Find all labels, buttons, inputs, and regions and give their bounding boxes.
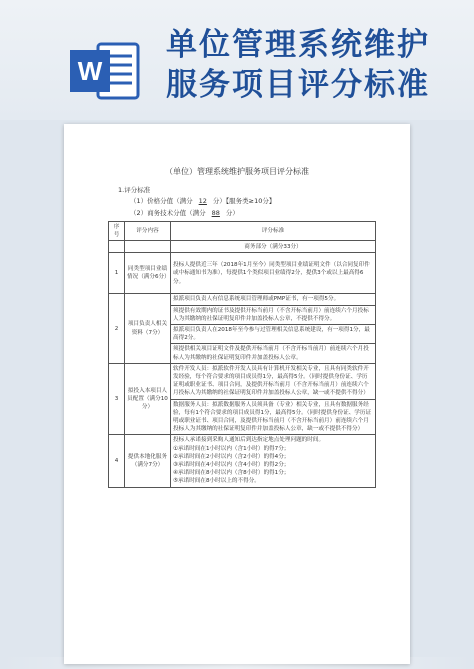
row-standard: 投标人提供近三年（2018年1月至今）同类型项目业绩证明文件（以合同复印件或中标通知书为准），每提供1个类似项目业绩得2分，提供3个或以上最高得6分。 bbox=[171, 253, 376, 294]
document-title: （单位）管理系统维护服务项目评分标准 bbox=[165, 167, 309, 176]
scoring-table bbox=[108, 221, 376, 488]
row-standard: 须提供有效期内的证书及提供开标当前月（不含开标当前月）前连续六个月投标人为其缴纳的社保证明复印件并加盖投标人公章，不提供不得分。 bbox=[171, 305, 376, 324]
row-content: 项目负责人相关资料（7分） bbox=[125, 294, 171, 363]
business-score-line bbox=[130, 208, 239, 217]
row-content: 提供本地化服务（满分7分） bbox=[125, 435, 171, 487]
price-score-prefix: （1）价格分值（满分 bbox=[130, 197, 193, 205]
banner-title-line2: 服务项目评分标准 bbox=[166, 67, 430, 103]
row-standard: 须提供相关项目证明文件及提供开标当前月（不含开标当前月）前连续六个月投标人为其缴纳的社保证明复印件并加盖投标人公章。 bbox=[171, 344, 376, 363]
row-number: 1 bbox=[109, 253, 125, 294]
table-row bbox=[109, 363, 376, 399]
category-cell-blank-1 bbox=[109, 241, 125, 253]
row-number: 2 bbox=[109, 294, 125, 363]
table-header-row bbox=[109, 222, 376, 241]
standard-line: ③承诺时间在4小时以内（含4小时）的得2分； bbox=[173, 462, 290, 469]
section-heading: 1.评分标准 bbox=[118, 186, 151, 194]
table-row bbox=[109, 253, 376, 294]
row-standard: 数据服务人员：拟派数据服务人员须具备（专业）相关专业，且具有数据服务经验，每有1个符合要求的项目成员得1分，最高得5分。（同时提供身份证、学历证明或职业证书、项目合同，及提供开标当前月（不含开标当前月）前连续六个月投标人为其缴纳的社保证明复印件并加盖投标人公章，缺一或不提供不得分） bbox=[171, 399, 376, 435]
header-no: 序号 bbox=[109, 222, 125, 241]
standard-line: ①承诺时间在1小时以内（含1小时）的得7分； bbox=[173, 445, 290, 452]
row-standard: 软件开发人员：拟派软件开发人员具有计算机开发相关专业，且具有同类软件开发经验，每个符合要求的项目成员得1分，最高得5分。（同时提供身份证、学历证明或职业证书、项目合同，及提供开标当前月（不含开标当前月）前连续六个月投标人为其缴纳的社保证明复印件并加盖投标人公章，缺一或不提供不得分） bbox=[171, 363, 376, 399]
standard-line: 投标人承诺接到采购人通知后到达指定地点处理问题的时间。 bbox=[173, 437, 325, 444]
table-row bbox=[109, 435, 376, 487]
row-standard: 拟派项目负责人在2018年至今参与过管理相关信息系统建设，有一项得1分，最高得2分。 bbox=[171, 325, 376, 344]
bottom-fade bbox=[0, 657, 474, 669]
price-score-suffix: 分）【服务类≥10分】 bbox=[212, 197, 276, 205]
row-content: 拟投入本项目人员配置（满分10分） bbox=[125, 363, 171, 435]
category-cell-blank-2 bbox=[125, 241, 171, 253]
document-page bbox=[64, 124, 410, 664]
row-content: 同类型项目业绩情况（满分6分） bbox=[125, 253, 171, 294]
price-score-value: 12 bbox=[198, 197, 207, 205]
word-document-icon bbox=[68, 42, 142, 100]
row-standard: 拟派项目负责人有信息系统项目管理师或PMP证书，有一项得5分。 bbox=[171, 294, 376, 305]
row-standard-list bbox=[171, 435, 376, 487]
price-score-line bbox=[130, 196, 275, 205]
table-row bbox=[109, 294, 376, 305]
row-number: 4 bbox=[109, 435, 125, 487]
business-score-prefix: （2）商务技术分值（满分 bbox=[130, 209, 206, 217]
row-number: 3 bbox=[109, 363, 125, 435]
standard-line: ④承诺时间在8小时以内（含8小时）的得1分； bbox=[173, 470, 290, 477]
business-score-suffix: 分） bbox=[225, 209, 239, 217]
word-logo-letter: W bbox=[77, 56, 103, 86]
business-score-value: 88 bbox=[211, 209, 220, 217]
header-standard: 评分标准 bbox=[171, 222, 376, 241]
standard-line: ⑤承诺时间在8小时以上的不得分。 bbox=[173, 478, 260, 485]
header-content: 评分内容 bbox=[125, 222, 171, 241]
banner-title-line1: 单位管理系统维护 bbox=[166, 27, 430, 63]
category-row bbox=[109, 241, 376, 253]
category-label: 商务部分（满分33分） bbox=[171, 241, 376, 253]
standard-line: ②承诺时间在2小时以内（含2小时）的得4分； bbox=[173, 453, 290, 460]
